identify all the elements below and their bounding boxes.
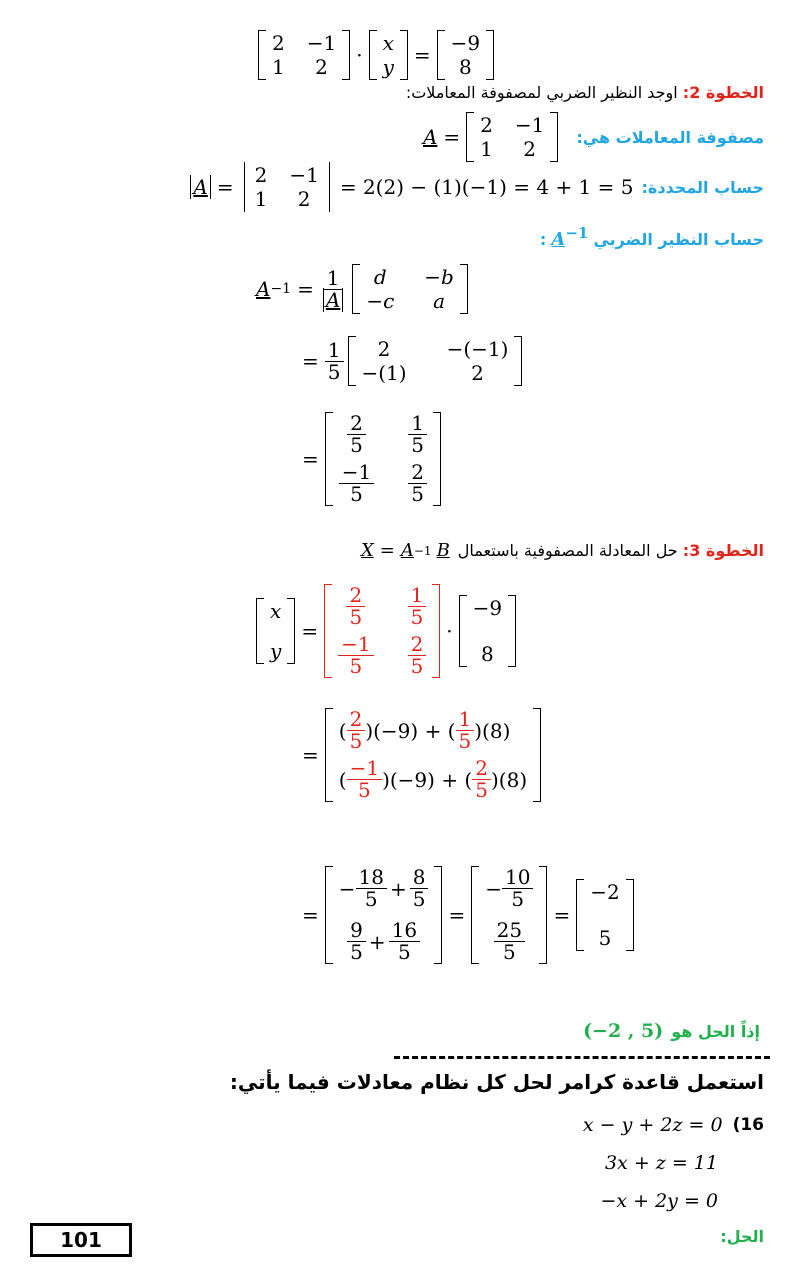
solution-label: الحل: [720, 1227, 764, 1246]
step3-formula: X = A −1 B [360, 540, 450, 561]
solve-equation: x y = $\frac{2}{5}$ $\frac{1}{5}$ $\frac{-1}{5}$ $\frac{2}{5}$ · −9 8 [256, 584, 516, 678]
step3-line [361, 540, 764, 561]
cramer-instruction: استعمل قاعدة كرامر لحل كل نظام معادلات فيما يأتي: [229, 1070, 764, 1094]
cramer-eq1-line [583, 1114, 764, 1136]
inverse-substitution: = $\frac{1}{5}$ 2 −(−1) −(1) 2 [296, 336, 522, 386]
solve-product: = ( $\frac{2}{5}$ ) (−9) + ( $\frac{1}{5}$ )(8) ( $\frac{-1}{5}$ ) (−9) + ( $\frac{2}{5}$ )(8) [296, 708, 541, 802]
determinant-line [190, 162, 764, 212]
cramer-eq3: −x + 2y = 0 [600, 1190, 718, 1212]
step2-line [406, 83, 764, 102]
step3-label: الخطوة 3: [682, 541, 764, 560]
coefficient-label: مصفوفة المعاملات هي: [576, 127, 764, 147]
variable-vector: x y [369, 30, 408, 80]
inverse-heading: حساب النظير الضربي $A^{-1}$ : [539, 224, 764, 250]
determinant-label: حساب المحددة: [641, 177, 764, 197]
section-divider [394, 1056, 770, 1059]
determinant-expr: A = 2 −1 1 2 = 2(2) − (1)(−1) = 4 + 1 = 5 [190, 162, 633, 212]
cramer-eq1: x − y + 2z = 0 [582, 1114, 723, 1136]
cramer-eq2: 3x + z = 11 [605, 1152, 718, 1174]
answer-label: إذاً الحل هو [671, 1021, 760, 1041]
step3-text: حل المعادلة المصفوفية باستعمال [457, 541, 678, 560]
page-number: 101 [30, 1223, 132, 1257]
coefficient-line [423, 112, 764, 162]
answer-value: (−2 , 5) [583, 1020, 664, 1042]
solve-simplify: = − $\frac{18}{5}$ + $\frac{8}{5}$ $\frac{9}{5}$ + $\frac{16}{5}$ = − $\frac{10}{5}$ $\frac{25}{5}$ = −2 5 [296, 866, 634, 964]
step2-label: الخطوة 2: [682, 83, 764, 102]
answer-line [583, 1020, 760, 1042]
inverse-matrix-red: $\frac{2}{5}$ $\frac{1}{5}$ $\frac{-1}{5}$ $\frac{2}{5}$ [324, 584, 440, 678]
coefficient-matrix-expr: A = 2 −1 1 2 [423, 112, 558, 162]
constant-vector: −9 8 [437, 30, 494, 80]
system-matrix-equation: 2 −1 1 2 · x y = −9 8 [258, 30, 494, 80]
inverse-result: = $\frac{2}{5}$ $\frac{1}{5}$ $\frac{-1}{5}$ $\frac{2}{5}$ [296, 412, 441, 506]
inverse-formula: A −1 = $\frac{1}{A}$ d −b −c a [256, 264, 468, 314]
problem-number: (16 [732, 1115, 764, 1135]
coefficient-matrix: 2 −1 1 2 [258, 30, 350, 80]
step2-text: اوجد النظير الضربي لمصفوفة المعاملات: [405, 83, 678, 102]
